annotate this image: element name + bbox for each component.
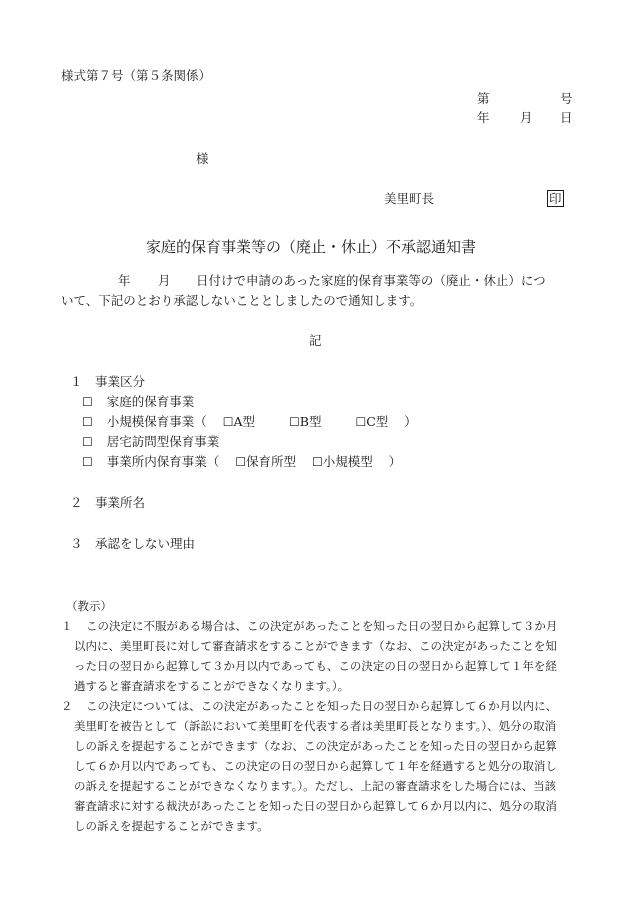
option-family-childcare	[82, 393, 194, 411]
option-family-childcare-label: 家庭的保育事業	[106, 394, 195, 409]
note2-line: しの訴えを提起することができます。	[74, 819, 269, 833]
checkbox-small-scale[interactable]: ☐	[82, 415, 93, 429]
option-small-scale	[82, 413, 417, 431]
type-a-label: A型	[233, 414, 256, 429]
checkbox-workplace[interactable]: ☐	[82, 455, 93, 469]
note1-line: 過すると審査請求をすることができなくなります。）。	[74, 679, 350, 693]
doc-number-prefix: 第	[477, 91, 490, 106]
form-number: 様式第７号（第５条関係）	[61, 68, 212, 83]
date-month: 月	[520, 110, 533, 125]
note2-line: の訴えを提起することができなくなります。）。ただし、上記の審査請求をした場合には、当該	[74, 779, 557, 793]
note1-line: った日の翌日から起算して３か月以内であっても、この決定の日の翌日から起算して１年を経	[74, 659, 557, 673]
note2-number: ２	[61, 699, 73, 713]
ki-heading: 記	[309, 333, 322, 348]
notes-heading: （教示）	[66, 599, 112, 613]
nursery-type-label: 保育所型	[246, 454, 297, 469]
intro-month: 月	[158, 273, 171, 288]
document-title: 家庭的保育事業等の（廃止・休止）不承認通知書	[146, 238, 477, 256]
workplace-close: ）	[388, 454, 402, 469]
option-small-scale-label: 小規模保育事業（	[106, 414, 207, 429]
intro-year: 年	[118, 273, 131, 288]
item1-heading: １ 事業区分	[70, 374, 146, 389]
note2-line: この決定については、この決定があったことを知った日の翌日から起算して６か月以内に、	[86, 699, 558, 713]
checkbox-family-childcare[interactable]: ☐	[82, 395, 93, 409]
intro-line1: 日付けで申請のあった家庭的保育事業等の（廃止・休止）につ	[196, 273, 546, 288]
checkbox-type-c[interactable]: ☐	[355, 415, 367, 429]
issuer: 美里町長	[384, 191, 435, 206]
checkbox-type-a[interactable]: ☐	[222, 415, 234, 429]
note1-line: この決定に不服がある場合は、この決定があったことを知った日の翌日から起算して３か月	[86, 619, 558, 633]
doc-number-suffix: 号	[560, 91, 573, 106]
checkbox-home-visit[interactable]: ☐	[82, 435, 93, 449]
addressee-suffix: 様	[196, 151, 209, 166]
option-workplace-label: 事業所内保育事業（	[106, 454, 220, 469]
date-year: 年	[477, 110, 490, 125]
option-home-visit	[82, 433, 219, 451]
type-c-label: C型	[366, 414, 389, 429]
item2-business-name: ２ 事業所名	[70, 495, 146, 510]
date-day: 日	[560, 110, 573, 125]
intro-line2: いて、下記のとおり承認しないこととしましたので通知します。	[61, 293, 423, 308]
note2-line: して６か月以内であっても、この決定の日の翌日から起算して１年を経過すると処分の取消し	[74, 759, 557, 773]
option-home-visit-label: 居宅訪問型保育事業	[106, 434, 220, 449]
note2-line: 美里町を被告として（訴訟において美里町を代表する者は美里町長となります。）、処分の取消	[74, 719, 557, 733]
note2-line: 審査請求に対する裁決があったことを知った日の翌日から起算して６か月以内に、処分の取消	[74, 799, 557, 813]
item3-reason: ３ 承認をしない理由	[70, 536, 196, 551]
checkbox-type-b[interactable]: ☐	[289, 415, 300, 429]
small-scale-close: ）	[404, 414, 417, 429]
small-scale-type-label: 小規模型	[322, 454, 373, 469]
seal-stamp	[547, 190, 564, 208]
type-b-label: B型	[299, 414, 322, 429]
note1-line: 以内に、美里町長に対して審査請求をすることができます（なお、この決定があったことを知	[74, 639, 557, 653]
seal-label: 印	[549, 191, 562, 206]
checkbox-small-scale-type[interactable]: ☐	[312, 455, 323, 469]
checkbox-nursery-type[interactable]: ☐	[235, 455, 247, 469]
note2-line: しの訴えを提起することができます（なお、この決定があったことを知った日の翌日から起算	[74, 739, 557, 753]
option-workplace	[82, 453, 401, 471]
note1-number: １	[61, 619, 73, 633]
